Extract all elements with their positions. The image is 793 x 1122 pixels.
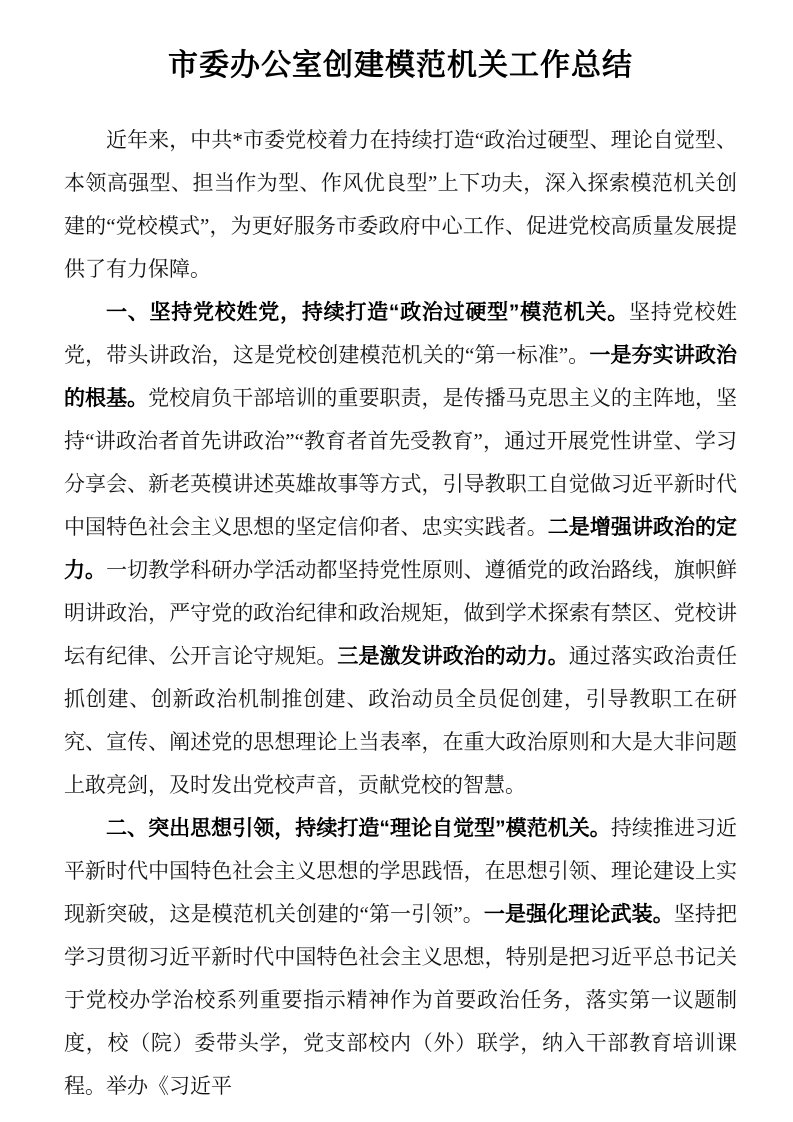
text-segment-normal: 近年来，中共*市委党校着力在持续打造“政治过硬型、理论自觉型、本领高强型、担当作为型、作风优良型”上下功夫，深入探索模范机关创建的“党校模式”，为更好服务市委政府中心工作、促进党校高质量发展提供了有力保障。 — [64, 128, 737, 281]
paragraph — [64, 807, 737, 1108]
text-segment-heading: 二、突出思想引领，持续打造“理论自觉型”模范机关。 — [106, 817, 611, 840]
paragraph — [64, 291, 737, 807]
text-segment-normal: 坚持党校姓党，带头讲政治，这是党校创建模范机关的“第一标准”。 — [64, 300, 738, 367]
paragraph — [64, 119, 737, 291]
text-segment-normal: 持续推进习近平新时代中国特色社会主义思想的学思践悟，在思想引领、理论建设上实现新突破，这是模范机关创建的“第一引领”。 — [64, 816, 738, 926]
text-segment-emphasis: 一是强化理论武装。 — [483, 902, 674, 926]
text-segment-emphasis: 二是增强讲政治的定力。 — [64, 515, 738, 582]
document-title: 市委办公室创建模范机关工作总结 — [168, 49, 633, 82]
text-segment-normal: 党校肩负干部培训的重要职责，是传播马克思主义的主阵地，坚持“讲政治者首先讲政治”“教育者首先受教育”，通过开展党性讲堂、学习分享会、新老英模讲述英雄故事等方式，引导教职工自觉做习近平新时代中国特色社会主义思想的坚定信仰者、忠实实践者。 — [64, 386, 738, 539]
text-segment-normal: 通过落实政治责任抓创建、创新政治机制推创建、政治动员全员促创建，引导教职工在研究、宣传、阐述党的思想理论上当表率，在重大政治原则和大是大非问题上敢亮剑，及时发出党校声音，贡献党校的智慧。 — [64, 644, 738, 797]
text-segment-emphasis: 三是激发讲政治的动力。 — [337, 644, 569, 668]
text-segment-normal: 一切教学科研办学活动都坚持党性原则、遵循党的政治路线，旗帜鲜明讲政治，严守党的政治纪律和政治规矩，做到学术探索有禁区、党校讲坛有纪律、公开言论守规矩。 — [64, 558, 738, 668]
text-segment-normal: 坚持把学习贯彻习近平新时代中国特色社会主义思想，特别是把习近平总书记关于党校办学治校系列重要指示精神作为首要政治任务，落实第一议题制度，校（院）委带头学，党支部校内（外）联学，纳入干部教育培训课程。举办《习近平 — [64, 902, 738, 1098]
text-segment-heading: 一、坚持党校姓党，持续打造“政治过硬型”模范机关。 — [106, 301, 629, 324]
document-body — [64, 119, 737, 1108]
text-segment-emphasis: 一是夯实讲政治的根基。 — [64, 343, 738, 410]
